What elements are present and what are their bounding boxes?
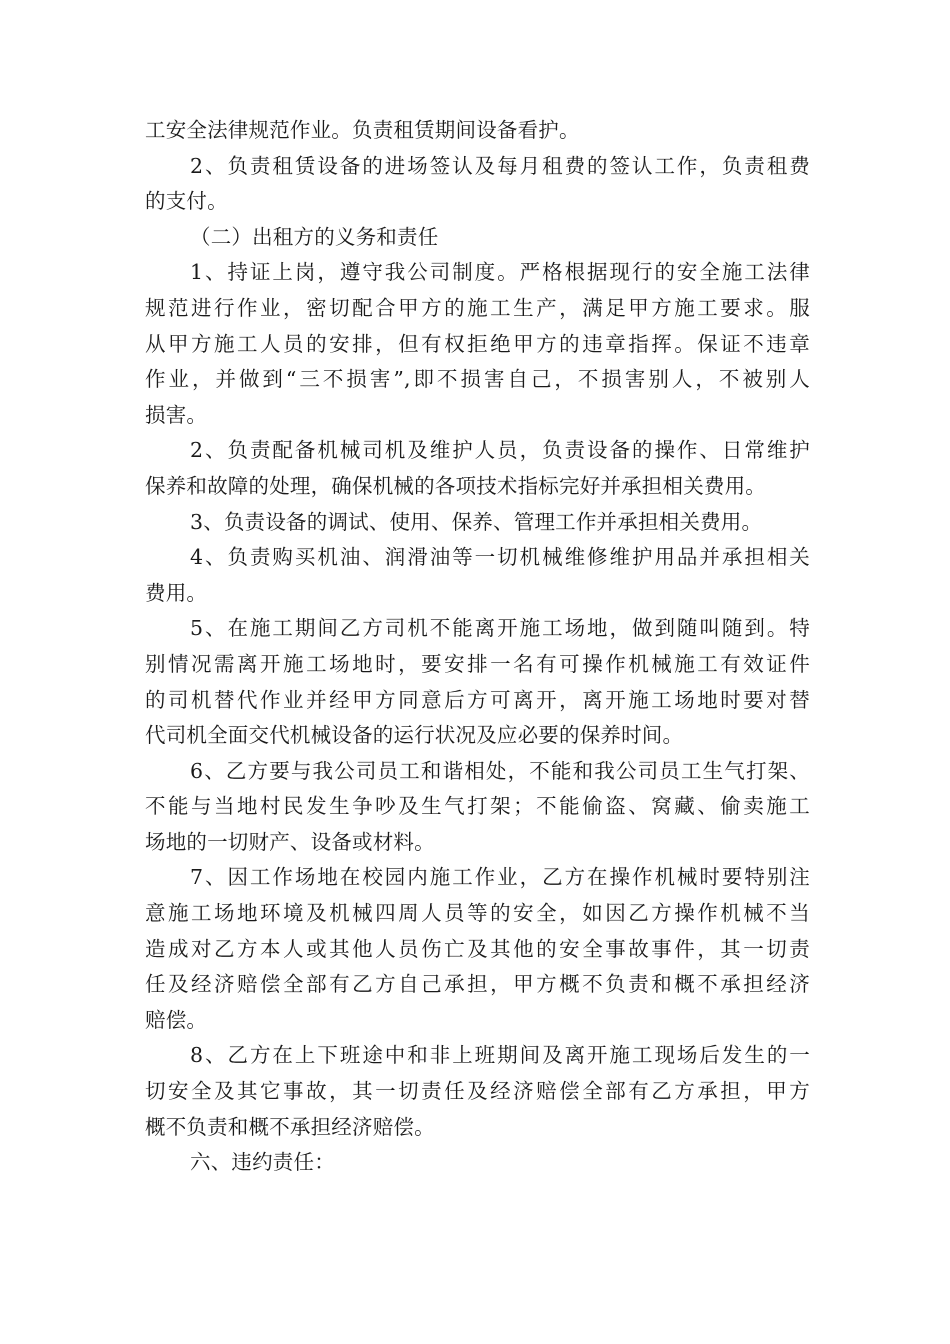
- text-line: 损害。: [145, 402, 208, 427]
- text-line: 规范进行作业，密切配合甲方的施工生产，满足甲方施工要求。服: [145, 295, 810, 320]
- text-line: 从甲方施工人员的安排，但有权拒绝甲方的违章指挥。保证不违章: [145, 331, 810, 356]
- text-line: 5、在施工期间乙方司机不能离开施工场地，做到随叫随到。特: [190, 616, 810, 641]
- text-line: 场地的一切财产、设备或材料。: [145, 829, 435, 854]
- document-body: [145, 113, 810, 1181]
- text-line: 8、乙方在上下班途中和非上班期间及离开施工现场后发生的一: [190, 1043, 810, 1068]
- text-line: （二）出租方的义务和责任: [190, 224, 439, 249]
- text-line: 3、负责设备的调试、使用、保养、管理工作并承担相关费用。: [190, 509, 763, 534]
- text-line: 6、乙方要与我公司员工和谐相处，不能和我公司员工生气打架、: [190, 758, 810, 783]
- text-line: 费用。: [145, 580, 208, 605]
- text-line: 代司机全面交代机械设备的运行状况及应必要的保养时间。: [145, 723, 684, 748]
- text-line: 1、持证上岗，遵守我公司制度。严格根据现行的安全施工法律: [190, 260, 810, 285]
- text-line: 2、负责租赁设备的进场签认及每月租费的签认工作，负责租费: [190, 153, 810, 178]
- text-line: 2、负责配备机械司机及维护人员，负责设备的操作、日常维护: [190, 438, 810, 463]
- text-line: 工安全法律规范作业。负责租赁期间设备看护。: [145, 118, 580, 142]
- text-line: 别情况需离开施工场地时，要安排一名有可操作机械施工有效证件: [145, 651, 810, 676]
- text-line: 不能与当地村民发生争吵及生气打架；不能偷盗、窝藏、偷卖施工: [145, 794, 810, 819]
- text-line: 造成对乙方本人或其他人员伤亡及其他的安全事故事件，其一切责: [145, 936, 810, 961]
- text-line: 的司机替代作业并经甲方同意后方可离开，离开施工场地时要对替: [145, 687, 810, 712]
- text-line: 概不负责和概不承担经济赔偿。: [145, 1114, 435, 1139]
- text-line: 切安全及其它事故，其一切责任及经济赔偿全部有乙方承担，甲方: [145, 1079, 810, 1104]
- text-line: 赔偿。: [145, 1007, 208, 1032]
- text-line: 4、负责购买机油、润滑油等一切机械维修维护用品并承担相关: [190, 545, 810, 570]
- text-line: 7、因工作场地在校园内施工作业，乙方在操作机械时要特别注: [190, 865, 810, 890]
- text-line: 保养和故障的处理，确保机械的各项技术指标完好并承担相关费用。: [145, 473, 766, 498]
- text-line: 的支付。: [145, 189, 228, 214]
- text-line: 六、违约责任：: [190, 1150, 335, 1175]
- text-line: 作业，并做到“三不损害”,即不损害自己，不损害别人，不被别人: [145, 367, 810, 392]
- text-line: 任及经济赔偿全部有乙方自己承担，甲方概不负责和概不承担经济: [145, 972, 810, 997]
- text-line: 意施工场地环境及机械四周人员等的安全，如因乙方操作机械不当: [145, 901, 810, 926]
